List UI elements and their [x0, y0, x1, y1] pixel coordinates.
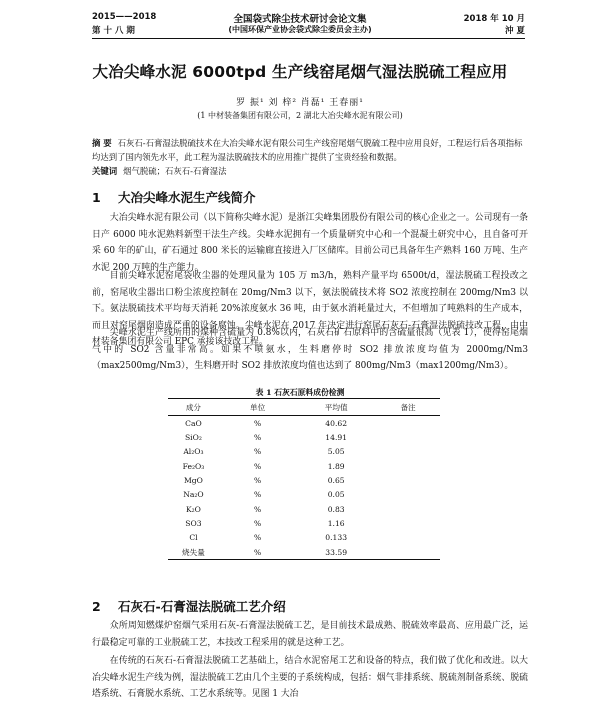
section-1-heading — [92, 188, 256, 206]
table-cell: % — [253, 461, 262, 471]
header-right-top: 2018 年 10 月 — [463, 14, 525, 24]
table-cell: % — [219, 545, 296, 560]
table-cell: 1.89 — [327, 461, 345, 471]
table-row — [168, 430, 440, 444]
table-cell: % — [253, 533, 262, 543]
section-1-paragraph-2: 目前尖峰水泥窑尾袋收尘器的处理风量为 105 万 m3/h，熟料产量平均 6500t/d，湿法脱硫工程投改之前，窑尾收尘器出口粉尘浓度控制在 20mg/Nm3 以下，氨法脱硫技术将 SO2 浓度控制在 200mg/Nm3 以下。氨法脱硫技术平均每天消耗 20%浓度氨水 36 吨，由于氨水消耗量过大，不但增加了吨熟料的生产成本，而且对窑尾烟囱造成严重的设备腐蚀。尖峰水泥在 2017 年决定进行窑尾石灰石-石膏湿法脱硫技改工程，由中材装备集团有限公司 EPC 承接该技改工程。 — [92, 271, 528, 348]
table-cell: % — [253, 476, 262, 486]
table-row — [168, 502, 440, 516]
abstract-label: 摘 要 — [92, 138, 112, 148]
keywords — [92, 164, 528, 178]
section-2-heading — [92, 597, 286, 615]
table-row — [168, 488, 440, 502]
table-cell: 0.83 — [327, 504, 345, 514]
header-rule — [92, 38, 525, 39]
table-header-cell: 单位 — [219, 399, 296, 416]
table-cell: K₂O — [185, 504, 201, 514]
table-cell: Na₂O — [183, 490, 204, 500]
table-1 — [168, 398, 440, 560]
table-row — [168, 473, 440, 487]
paper-title: 大冶尖峰水泥 6000tpd 生产线窑尾烟气湿法脱硫工程应用 — [92, 63, 508, 81]
table-cell: % — [253, 418, 262, 428]
section-1-paragraph-3: 尖峰水泥生产线所用的煤种含硫量为 0.8%以内，石灰石矿石原料中的含硫量很高（见表 1），使得窑尾烟气中的 SO2 含量非常高。如果不喷氨水，生料磨停时 SO2 排放浓度均值为 2000mg/Nm3（max2500mg/Nm3），生料磨开时 SO2 排放浓度均值也达到了 800mg/Nm3（max1200mg/Nm3）。 — [92, 328, 528, 372]
table-cell: % — [253, 433, 262, 443]
table-cell — [376, 531, 440, 545]
table-1-caption: 表 1 石灰石原料成份检测 — [255, 388, 345, 397]
table-cell: 14.91 — [325, 433, 348, 443]
table-cell: % — [253, 519, 262, 529]
section-2-paragraph-2: 在传统的石灰石-石膏湿法脱硫工艺基础上，结合水泥窑尾工艺和设备的特点，我们做了优化和改进。以大冶尖峰水泥生产线为例，湿法脱硫工艺由几个主要的子系统构成，包括：烟气非排系统、脱硫剂制备系统、脱硫塔系统、石膏脱水系统、工艺水系统等。见图 1 大冶 — [92, 656, 528, 700]
table-header-cell: 平均值 — [296, 399, 376, 416]
table-row — [168, 416, 440, 431]
table-cell: CaO — [185, 418, 202, 428]
table-cell: Al₂O₃ — [183, 447, 204, 457]
section-1-title: 大冶尖峰水泥生产线简介 — [118, 190, 256, 205]
table-cell — [376, 459, 440, 473]
table-row — [168, 516, 440, 530]
table-row — [168, 531, 440, 545]
table-cell — [376, 502, 440, 516]
table-cell: 烧失量 — [168, 545, 219, 560]
table-header-cell: 备注 — [376, 399, 440, 416]
abstract-block — [92, 136, 528, 178]
table-cell: 1.16 — [327, 519, 345, 529]
header-left-bottom: 第 十 八 期 — [92, 26, 135, 36]
affiliation: (1 中材装备集团有限公司，2 湖北大冶尖峰水泥有限公司) — [197, 111, 403, 120]
table-cell — [376, 473, 440, 487]
table-cell: 33.59 — [296, 545, 376, 560]
keywords-label: 关键词 — [92, 166, 118, 176]
section-2-paragraph-1: 众所周知燃煤炉窑烟气采用石灰-石膏湿法脱硫工艺，是目前技术最成熟、脱硫效率最高、应用最广泛，运行最稳定可靠的工业脱硫工艺，本技改工程采用的就是这种工艺。 — [92, 621, 528, 648]
table-cell: 0.05 — [327, 490, 345, 500]
table-cell: % — [253, 490, 262, 500]
table-cell: 40.62 — [325, 418, 348, 428]
authors: 罗 振¹ 刘 梓² 肖磊¹ 王春丽¹ — [236, 98, 364, 108]
table-cell: SO3 — [185, 519, 202, 529]
table-cell: Fe₂O₃ — [182, 461, 205, 471]
table-row — [168, 459, 440, 473]
table-cell: MgO — [184, 476, 203, 486]
header-right-bottom: 沖 夏 — [505, 26, 525, 36]
keywords-text: 烟气脱硫；石灰石-石膏湿法 — [123, 166, 227, 176]
section-1-paragraph-1: 大冶尖峰水泥有限公司（以下简称尖峰水泥）是浙江尖峰集团股份有限公司的核心企业之一。公司现有一条日产 6000 吨水泥熟料新型干法生产线。尖峰水泥拥有一个质量研究中心和一个混凝土研究中心，且自备可开采 60 年的矿山，矿石通过 800 米长的运输廊直接进入厂区储库。目前公司已具备年生产熟料 160 万吨、生产水泥 200 万吨的生产能力。 — [92, 213, 528, 273]
table-cell: % — [253, 504, 262, 514]
table-cell: 5.05 — [327, 447, 345, 457]
abstract-text: 石灰石-石膏湿法脱硫技术在大冶尖峰水泥有限公司生产线窑尾烟气脱硫工程中应用良好，工程运行后各项指标均达到了国内领先水平，此工程为湿法脱硫技术的应用推广提供了宝贵经验和数据。 — [92, 138, 523, 162]
table-cell: SiO₂ — [184, 433, 202, 443]
table-cell — [376, 488, 440, 502]
table-cell — [376, 545, 440, 560]
section-1-number: 1 — [92, 190, 101, 205]
table-header-row — [168, 399, 440, 416]
header-left-top: 2015——2018 — [92, 12, 157, 22]
table-cell: 0.133 — [325, 533, 348, 543]
table-cell: Cl — [189, 533, 198, 543]
section-2-number: 2 — [92, 599, 101, 614]
abstract — [92, 136, 528, 164]
table-row — [168, 445, 440, 459]
table-header-cell: 成分 — [168, 399, 219, 416]
table-cell: % — [253, 447, 262, 457]
table-cell — [376, 416, 440, 431]
section-2-title: 石灰石-石膏湿法脱硫工艺介绍 — [118, 599, 286, 614]
table-cell — [376, 430, 440, 444]
table-cell — [376, 445, 440, 459]
table-row — [168, 545, 440, 560]
header-center-top: 全国袋式除尘技术研讨会论文集 — [233, 14, 367, 25]
table-cell: 0.65 — [327, 476, 345, 486]
header-center-bottom: (中国环保产业协会袋式除尘委员会主办) — [228, 25, 372, 34]
table-cell — [376, 516, 440, 530]
